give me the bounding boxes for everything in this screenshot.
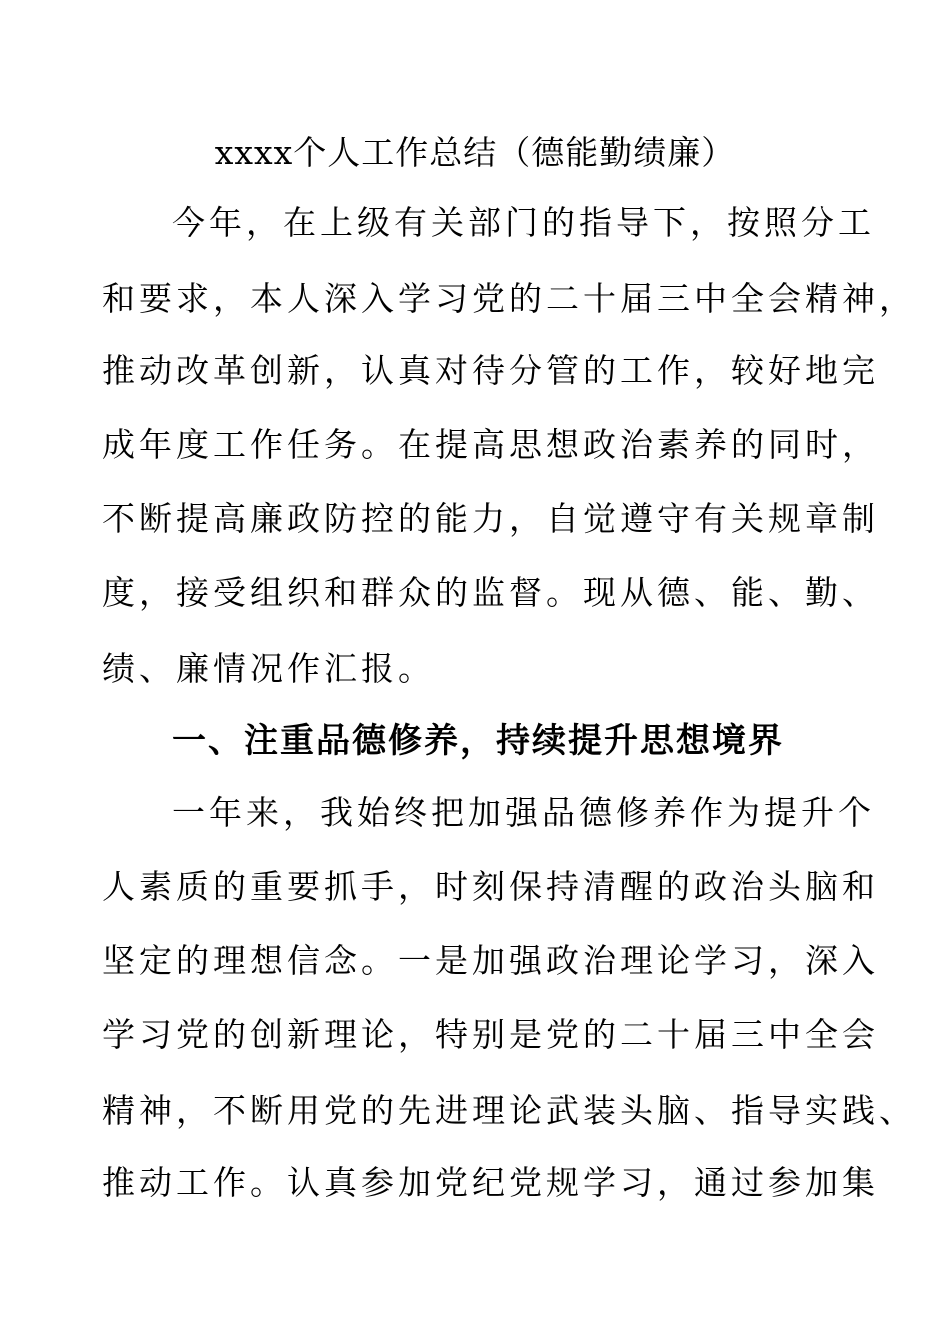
- paragraph-line: 坚定的理想信念。一是加强政治理论学习，深入: [102, 941, 879, 980]
- paragraph-line: 成年度工作任务。在提高思想政治素养的同时，: [102, 425, 879, 464]
- paragraph-line: 绩、廉情况作汇报。: [102, 649, 435, 688]
- paragraph-line: 和要求，本人深入学习党的二十届三中全会精神，: [102, 279, 916, 318]
- paragraph-line: 推动改革创新，认真对待分管的工作，较好地完: [102, 351, 879, 390]
- document-title: xxxx个人工作总结（德能勤绩廉）: [214, 133, 736, 172]
- paragraph-line: 推动工作。认真参加党纪党规学习，通过参加集: [102, 1163, 879, 1202]
- paragraph-line: 不断提高廉政防控的能力，自觉遵守有关规章制: [102, 499, 879, 538]
- paragraph-line: 度，接受组织和群众的监督。现从德、能、勤、: [102, 573, 879, 612]
- section-heading: 一、注重品德修养，持续提升思想境界: [172, 721, 784, 761]
- paragraph-line: 一年来，我始终把加强品德修养作为提升个: [172, 793, 875, 832]
- paragraph-line: 学习党的创新理论，特别是党的二十届三中全会: [102, 1015, 879, 1054]
- paragraph-line: 精神，不断用党的先进理论武装头脑、指导实践、: [102, 1091, 916, 1130]
- paragraph-line: 人素质的重要抓手，时刻保持清醒的政治头脑和: [102, 867, 879, 906]
- paragraph-line: 今年，在上级有关部门的指导下，按照分工: [172, 203, 875, 242]
